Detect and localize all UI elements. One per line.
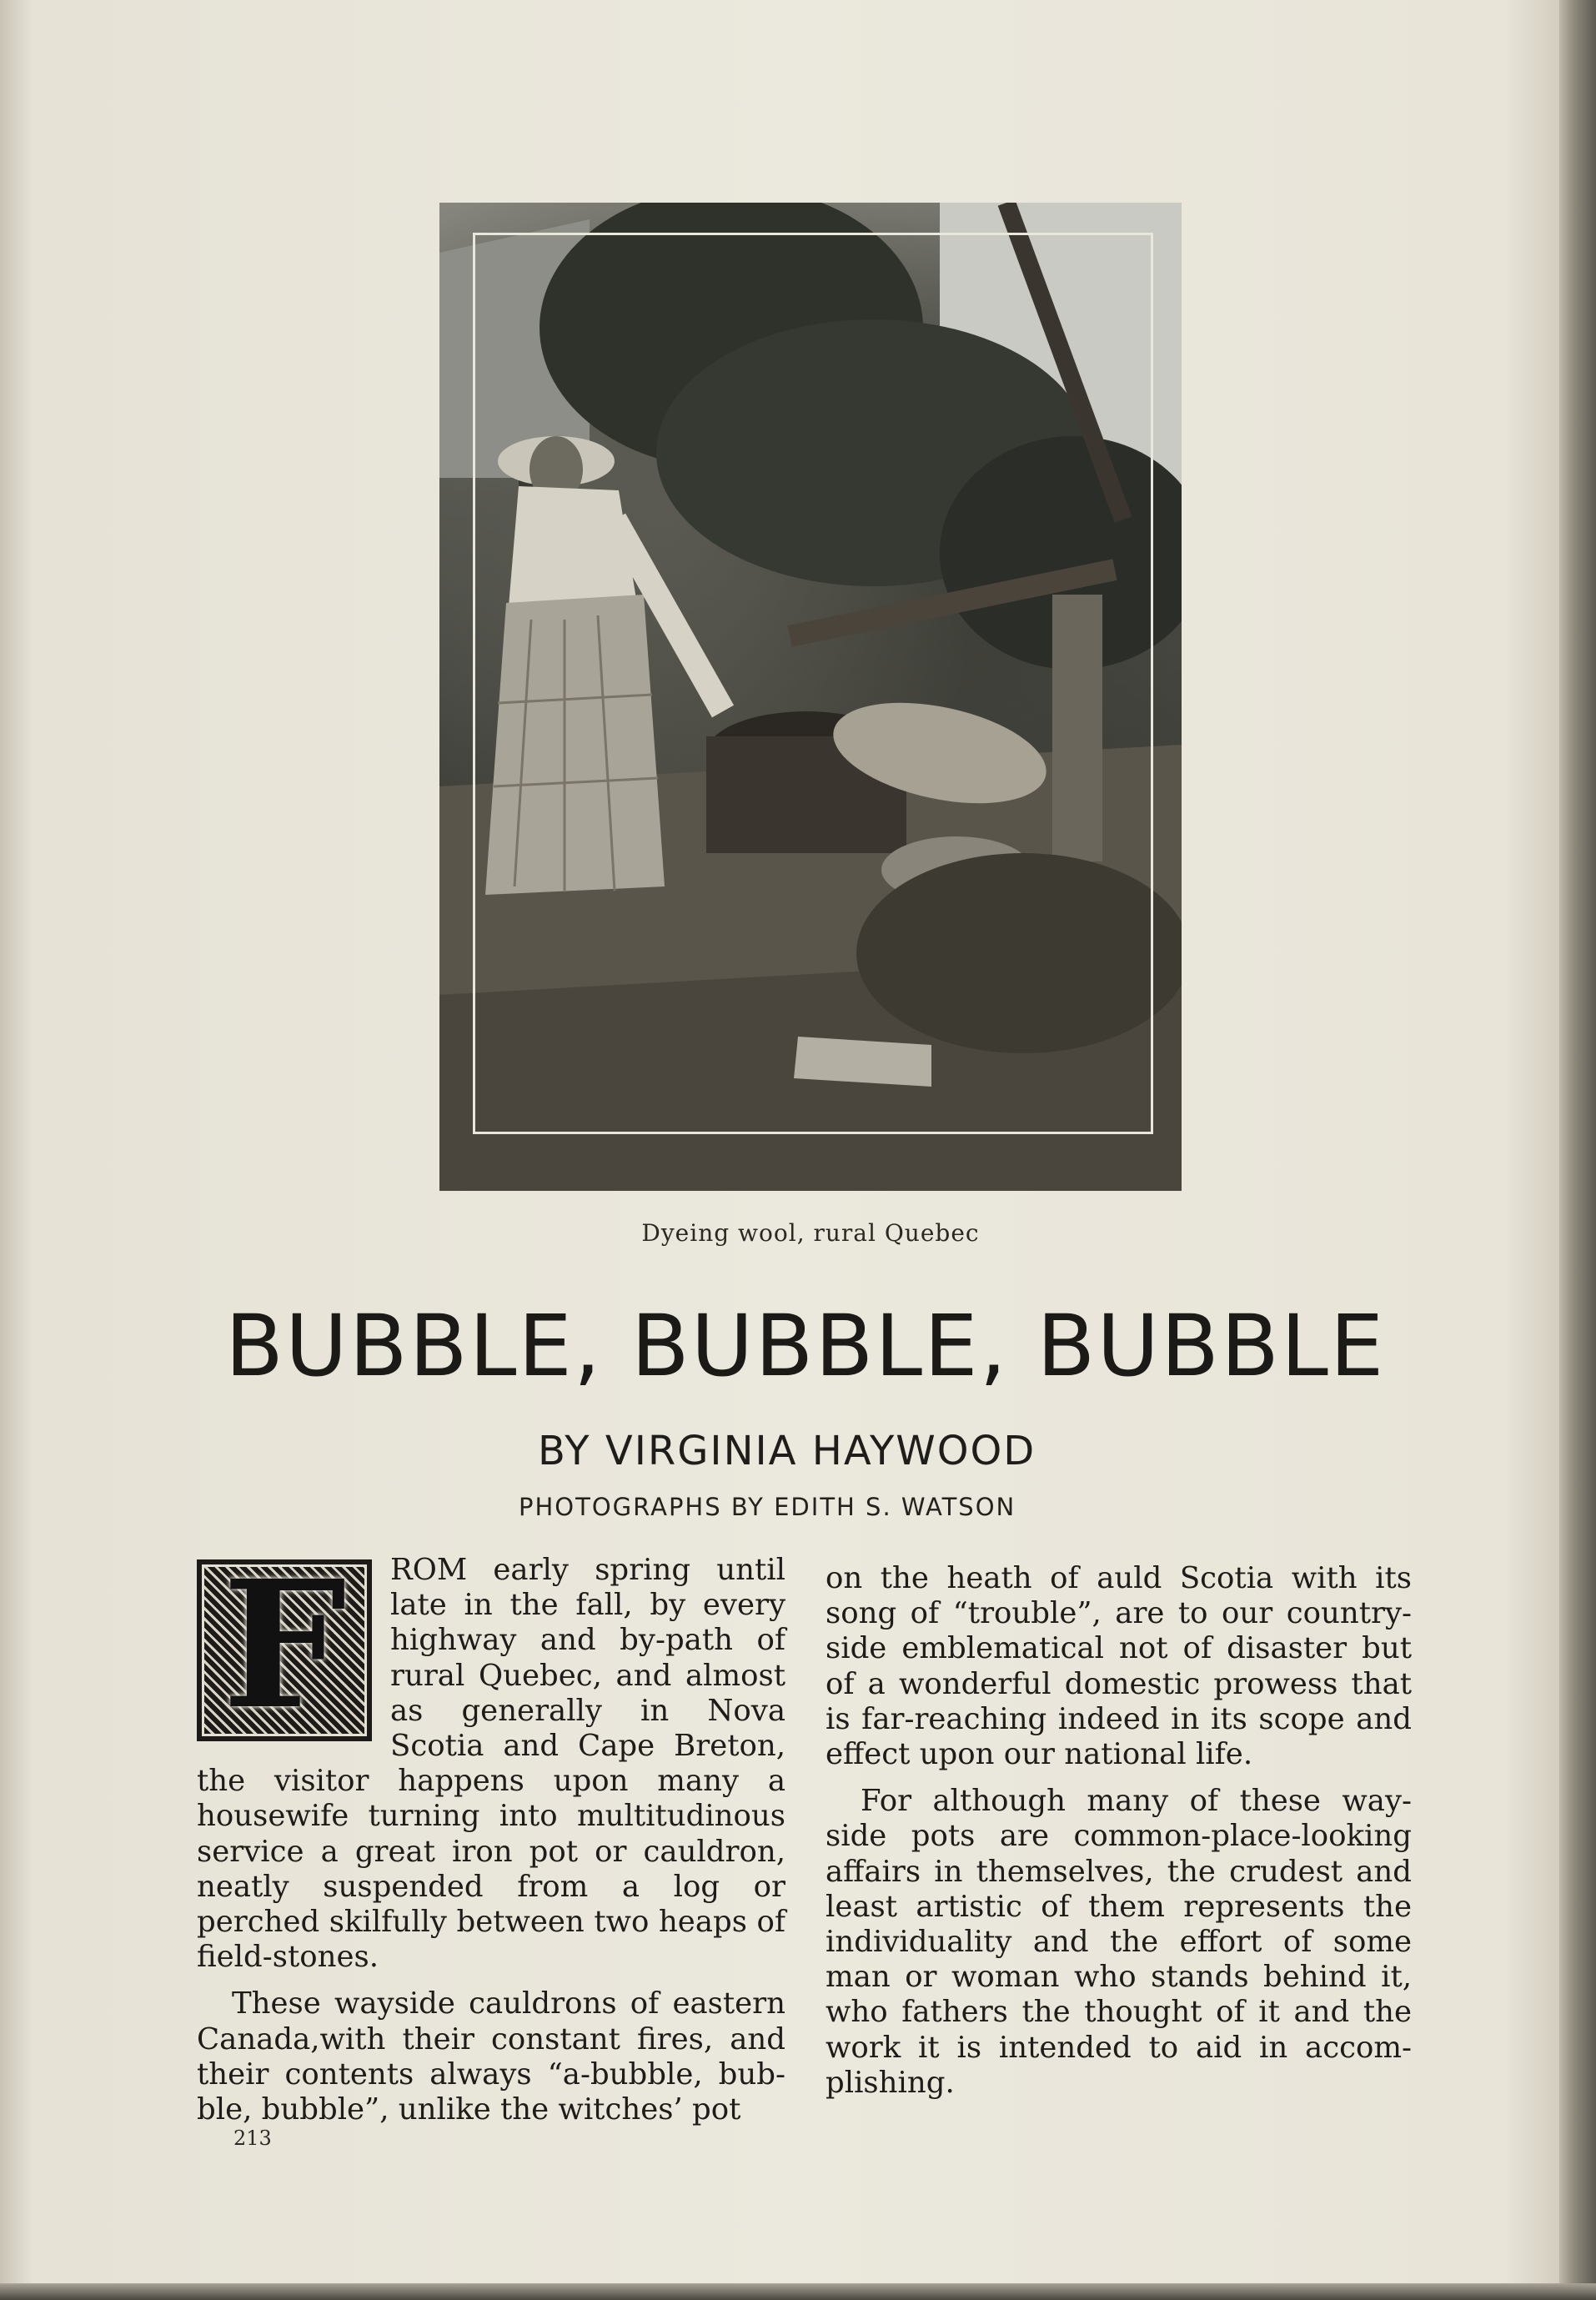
drop-cap-letter: F [222,1542,347,1748]
article-title: BUBBLE, BUBBLE, BUBBLE [225,1297,1386,1396]
page-edge-right [1559,0,1596,2300]
photo-credit: PHOTOGRAPHS BY EDITH S. WATSON [519,1493,1016,1521]
paragraph-1: ROM early spring until late in the fall, by every highway and by-path of rural Quebec, and almost as generally in Nova Scotia and Cape Breton, the visitor happens upon many a housewife turning into multitudinous service a great iron pot or cauldron, neatly suspended from a log or perched skilfully between two heaps of field-stones. [197,1553,785,1975]
paragraph-4: For although many of these way-side pots are common-place-looking affairs in themselves, the crudest and least artistic of them represents the individuality and the effort of some man or woman who stands behind it, who fathers the thought of it and the work it is intended to aid in accom-plishing. [826,1784,1412,2100]
page-number: 213 [233,2127,272,2150]
paragraph-3: on the heath of auld Scotia with its song of “trouble”, are to our country-side emblematical not of disaster but of a wonderful domestic prowess that is far-reaching indeed in its scope and effect upon our national life. [826,1561,1412,1772]
photograph-dyeing-wool [439,203,1182,1191]
page-edge-bottom [0,2283,1596,2300]
left-column [197,1542,785,2127]
right-column [826,1561,1412,2101]
photo-inner-frame [473,233,1153,1134]
paragraph-2: These wayside cauldrons of eastern Canada,with their constant fires, and their contents always “a-bubble, bub-ble, bubble”, unlike the witches’ pot [197,1986,785,2127]
article-byline: BY VIRGINIA HAYWOOD [538,1428,1036,1474]
drop-cap-initial [197,1542,372,1748]
photo-caption: Dyeing wool, rural Quebec [641,1219,980,1247]
